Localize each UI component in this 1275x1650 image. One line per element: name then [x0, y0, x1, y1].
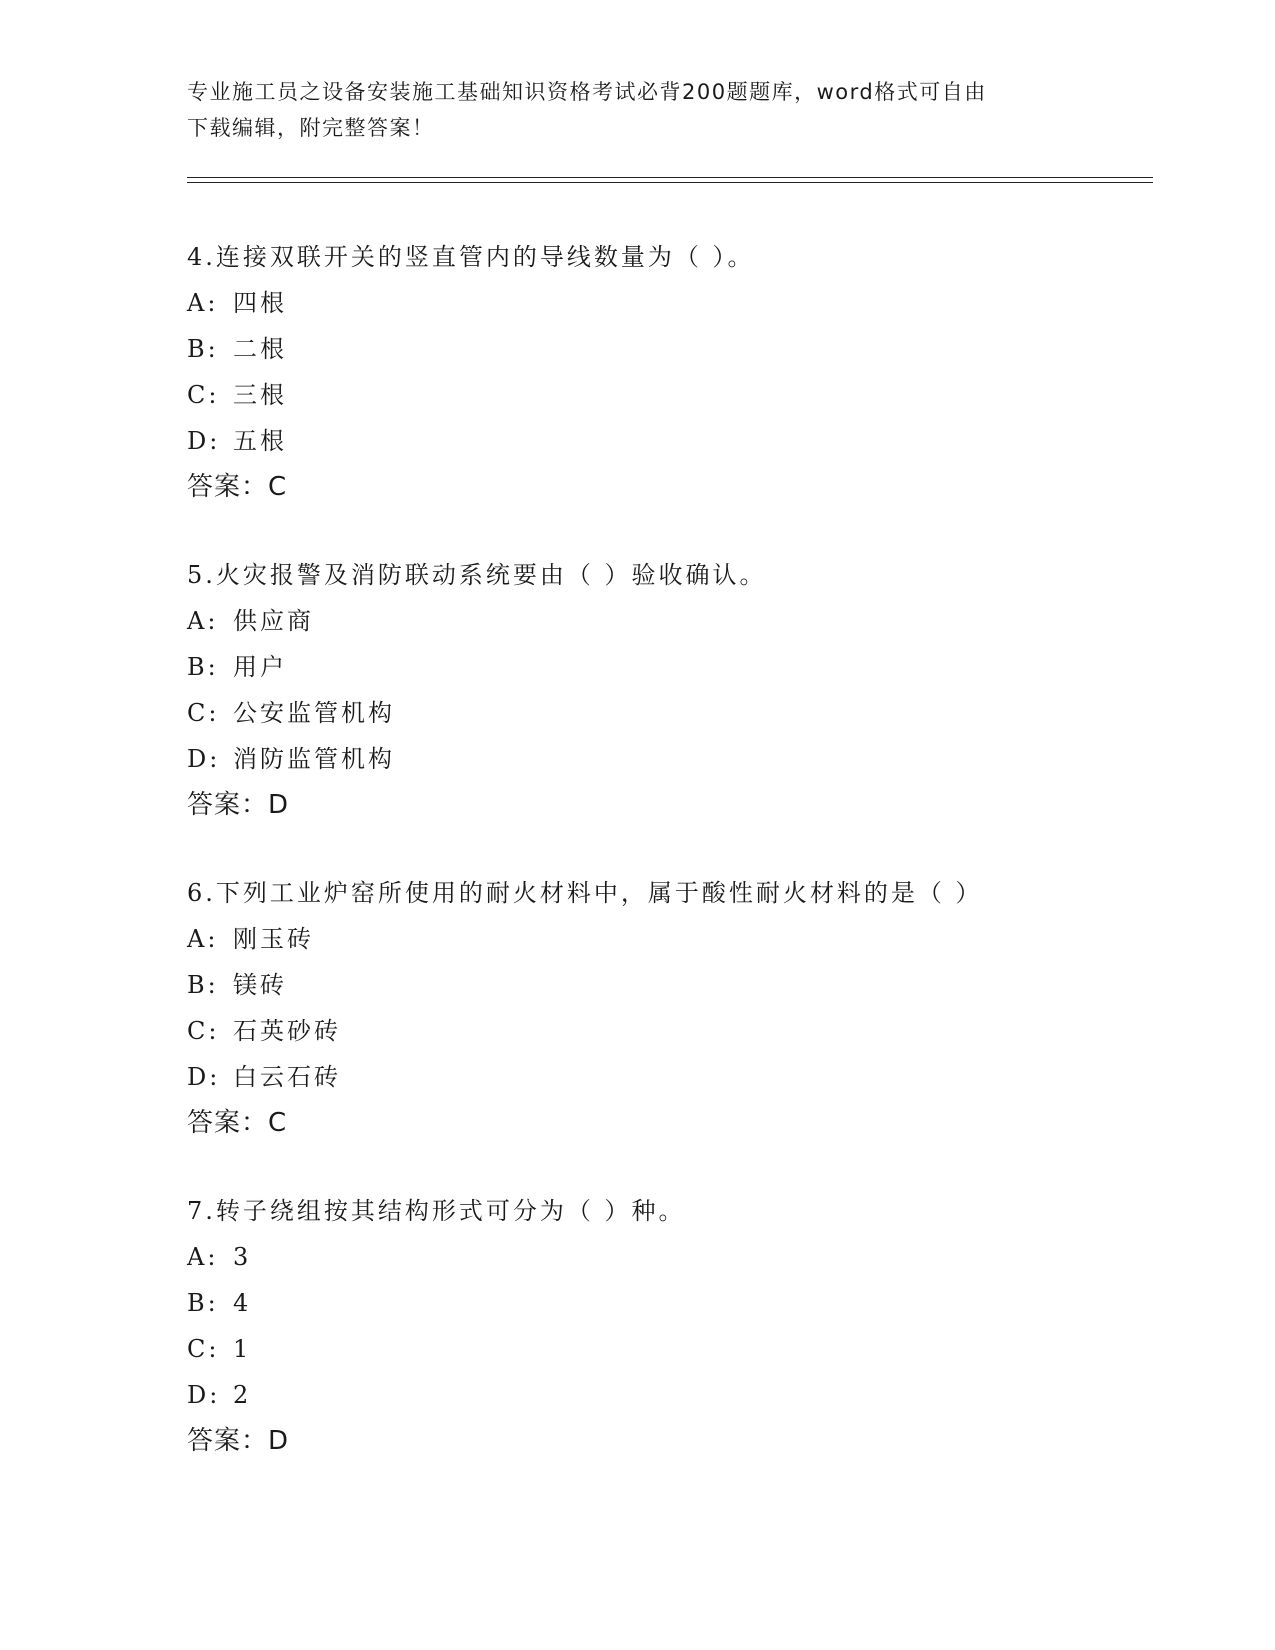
option-text: 四根: [233, 289, 287, 317]
option-d: [187, 736, 1153, 782]
option-letter: C:: [187, 1017, 220, 1045]
question-list: [187, 234, 1153, 1506]
option-a: [187, 598, 1153, 644]
option-text: 2: [233, 1381, 252, 1409]
header-divider-top: [187, 177, 1153, 178]
option-d: [187, 418, 1153, 464]
question-stem: 5.火灾报警及消防联动系统要由（ ）验收确认。: [187, 561, 767, 589]
option-a: [187, 916, 1153, 962]
option-letter: B:: [187, 653, 219, 681]
option-b: [187, 644, 1153, 690]
question-stem: 7.转子绕组按其结构形式可分为（ ）种。: [187, 1197, 686, 1225]
option-text: 供应商: [233, 607, 314, 635]
question-stem: 6.下列工业炉窑所使用的耐火材料中，属于酸性耐火材料的是（ ）: [187, 879, 983, 907]
option-b: [187, 326, 1153, 372]
option-letter: D:: [187, 745, 221, 773]
option-text: 消防监管机构: [233, 745, 395, 773]
option-a: [187, 1234, 1153, 1280]
option-text: 刚玉砖: [233, 925, 314, 953]
option-letter: A:: [187, 925, 219, 953]
option-letter: B:: [187, 1289, 219, 1317]
option-text: 镁砖: [233, 971, 287, 999]
option-c: [187, 1326, 1153, 1372]
option-text: 二根: [233, 335, 287, 363]
option-d: [187, 1372, 1153, 1418]
option-c: [187, 372, 1153, 418]
option-letter: C:: [187, 1335, 220, 1363]
option-text: 石英砂砖: [233, 1017, 341, 1045]
option-c: [187, 1008, 1153, 1054]
header-line-2: 下载编辑，附完整答案！: [187, 116, 435, 140]
option-text: 1: [233, 1335, 252, 1363]
answer: 答案：D: [187, 790, 290, 820]
question-5: [187, 552, 1153, 870]
option-c: [187, 690, 1153, 736]
document-header: [187, 74, 1087, 146]
option-b: [187, 962, 1153, 1008]
option-text: 公安监管机构: [233, 699, 395, 727]
question-7: [187, 1188, 1153, 1506]
option-letter: C:: [187, 699, 220, 727]
answer: 答案：C: [187, 1108, 288, 1138]
option-text: 白云石砖: [233, 1063, 341, 1091]
option-letter: D:: [187, 1063, 221, 1091]
option-text: 五根: [233, 427, 287, 455]
question-6: [187, 870, 1153, 1188]
header-line-1: 专业施工员之设备安装施工基础知识资格考试必背200题题库，word格式可自由: [187, 80, 987, 104]
option-d: [187, 1054, 1153, 1100]
option-letter: A:: [187, 607, 219, 635]
option-text: 用户: [233, 653, 287, 681]
question-4: [187, 234, 1153, 552]
answer: 答案：C: [187, 472, 288, 502]
option-b: [187, 1280, 1153, 1326]
option-letter: A:: [187, 1243, 219, 1271]
option-letter: D:: [187, 1381, 221, 1409]
option-a: [187, 280, 1153, 326]
question-stem: 4.连接双联开关的竖直管内的导线数量为（ ）。: [187, 243, 755, 271]
option-letter: A:: [187, 289, 219, 317]
header-divider-bottom: [187, 182, 1153, 183]
option-letter: B:: [187, 335, 219, 363]
option-text: 三根: [233, 381, 287, 409]
option-letter: C:: [187, 381, 220, 409]
option-letter: D:: [187, 427, 221, 455]
option-text: 3: [233, 1243, 252, 1271]
answer: 答案：D: [187, 1426, 290, 1456]
option-text: 4: [233, 1289, 252, 1317]
option-letter: B:: [187, 971, 219, 999]
